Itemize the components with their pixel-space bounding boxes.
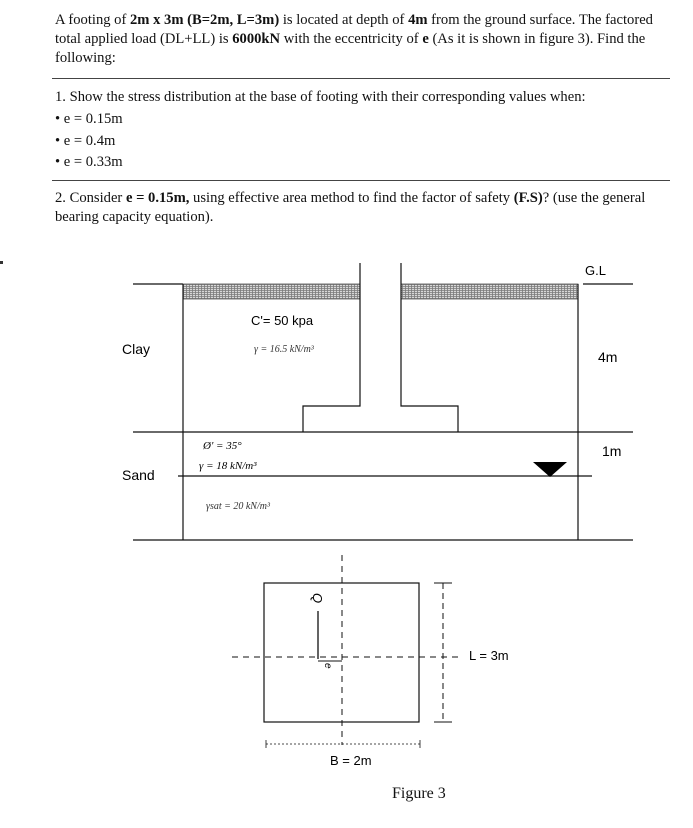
figure-caption: Figure 3 [392, 785, 446, 802]
gl-label: G.L [585, 263, 606, 278]
question-1: 1. Show the stress distribution at the base of footing with their corresponding values when: [55, 89, 586, 105]
list-item: • e = 0.4m [55, 132, 116, 149]
sand-friction-angle: Ø' = 35° [203, 440, 242, 452]
question-2: 2. Consider e = 0.15m, using effective area method to find the factor of safety (F.S)? (use the general bearing capacity equation). [55, 190, 646, 225]
length-label: L = 3m [469, 648, 509, 663]
backfill-right [401, 284, 578, 299]
eccentricity-label: e [322, 663, 333, 669]
width-label: B = 2m [330, 753, 372, 768]
sand-unit-weight: γ = 18 kN/m³ [199, 460, 257, 472]
clay-cohesion: C'= 50 kpa [251, 313, 314, 328]
backfill-left [183, 284, 360, 299]
water-table-icon [533, 462, 567, 477]
depth-1m: 1m [602, 443, 622, 459]
depth-4m: 4m [598, 349, 618, 365]
list-item: • e = 0.33m [55, 154, 123, 170]
sand-sat-unit-weight: γsat = 20 kN/m³ [206, 501, 270, 512]
sand-label: Sand [122, 467, 155, 483]
clay-label: Clay [122, 341, 151, 357]
load-label: Q [310, 593, 325, 604]
list-item: • e = 0.15m [55, 111, 123, 127]
clay-unit-weight: γ = 16.5 kN/m³ [254, 344, 314, 355]
problem-intro: A footing of 2m x 3m (B=2m, L=3m) is located at depth of 4m from the ground surface. The factored total applied load (DL+LL) is 6000kN with the eccentricity of e (As it is shown in figure 3). Find the following: [55, 12, 653, 66]
